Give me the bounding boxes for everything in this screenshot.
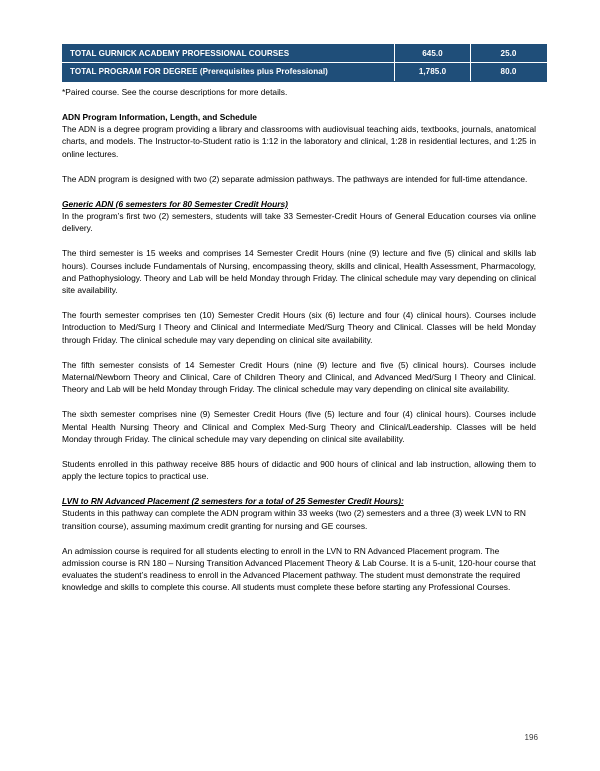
program-totals-table — [62, 44, 547, 82]
paragraph-third-semester: The third semester is 15 weeks and comprises 14 Semester Credit Hours (nine (9) lecture and five (5) clinical and skills lab hours). Courses include Fundamentals of Nursing, encompassing theory, skills and clinical, Health Assessment, Pharmacology, and Pathophysiology. Theory and Lab will be held Monday through Friday. The clinical schedule may vary depending on clinical site availability. — [62, 248, 536, 295]
table-row — [63, 45, 547, 63]
paragraph-didactic-clinical-hours: Students enrolled in this pathway receive 885 hours of didactic and 900 hours of clinical and lab instruction, allowing them to apply the lecture topics to practical use. — [62, 458, 536, 482]
paragraph-lvn-admission-course: An admission course is required for all students electing to enroll in the LVN to RN Advanced Placement program. The admission course is RN 180 – Nursing Transition Advanced Placement Theory & Lab Course. It is a 5-unit, 120-hour course that evaluates the student’s readiness to enroll in the Advanced Placement pathway. The student must demonstrate the required knowledge and skills to complete this course. All students must complete these before starting any Professional Courses. — [62, 545, 536, 593]
table-cell-label: TOTAL GURNICK ACADEMY PROFESSIONAL COURSES — [63, 45, 395, 63]
table-cell-hours: 645.0 — [395, 45, 471, 63]
table-cell-credits: 80.0 — [471, 63, 547, 81]
page-content — [62, 44, 536, 594]
paragraph-sixth-semester: The sixth semester comprises nine (9) Semester Credit Hours (five (5) lecture and four (4) clinical hours). Courses include Mental Health Nursing Theory and Clinical and Complex Med-Surg Theory and Clinical/Leadership. Classes will be held Monday through Friday. The clinical schedule may vary depending on clinical site availability. — [62, 409, 536, 444]
page-number: 196 — [524, 733, 538, 742]
table-cell-hours: 1,785.0 — [395, 63, 471, 81]
paragraph-lvn-completion-time: Students in this pathway can complete the ADN program within 33 weeks (two (2) semesters and a three (3) week LVN to RN transition course), assuming maximum credit granting for nursing and GE courses. — [62, 508, 526, 531]
paragraph-fourth-semester: The fourth semester comprises ten (10) Semester Credit Hours (six (6) lecture and four (4) clinical hours). Courses include Introduction to Med/Surg I Theory and Clinical and Intermediate Med/Surg Theory and Clinical. Classes will be held Monday through Friday. The clinical schedule may vary depending on clinical site availability. — [62, 310, 536, 345]
table-footnote: *Paired course. See the course descriptions for more details. — [62, 86, 288, 97]
paragraph-generic-adn-ge: In the program’s first two (2) semesters, students will take 33 Semester-Credit Hours of General Education courses via online delivery. — [62, 211, 536, 234]
paragraph-fifth-semester: The fifth semester consists of 14 Semester Credit Hours (nine (9) lecture and five (5) clinical hours). Courses include Maternal/Newborn Theory and Clinical, Care of Children Theory and Clinical, and Advanced Med/Surg I Theory and Clinical. Theory and Lab will be held Monday through Friday. The clinical schedule may vary depending on clinical site availability. — [62, 359, 536, 395]
table-cell-label: TOTAL PROGRAM FOR DEGREE (Prerequisites plus Professional) — [63, 63, 395, 81]
section-heading-generic-adn: Generic ADN (6 semesters for 80 Semester Credit Hours) — [62, 198, 288, 209]
table-row — [63, 63, 547, 81]
table-cell-credits: 25.0 — [471, 45, 547, 63]
section-heading-lvn-to-rn: LVN to RN Advanced Placement (2 semesters for a total of 25 Semester Credit Hours): — [62, 496, 404, 507]
paragraph-program-overview: The ADN is a degree program providing a library and classrooms with audiovisual teaching aids, textbooks, journals, anatomical charts, and models. The Instructor-to-Student ratio is 1:12 in the laboratory and clinical, 1:28 in residential lectures, and 1:25 in online lectures. — [62, 124, 536, 159]
section-heading-program-info: ADN Program Information, Length, and Schedule — [62, 111, 257, 122]
paragraph-admission-pathways: The ADN program is designed with two (2) separate admission pathways. The pathways are intended for full-time attendance. — [62, 173, 528, 184]
